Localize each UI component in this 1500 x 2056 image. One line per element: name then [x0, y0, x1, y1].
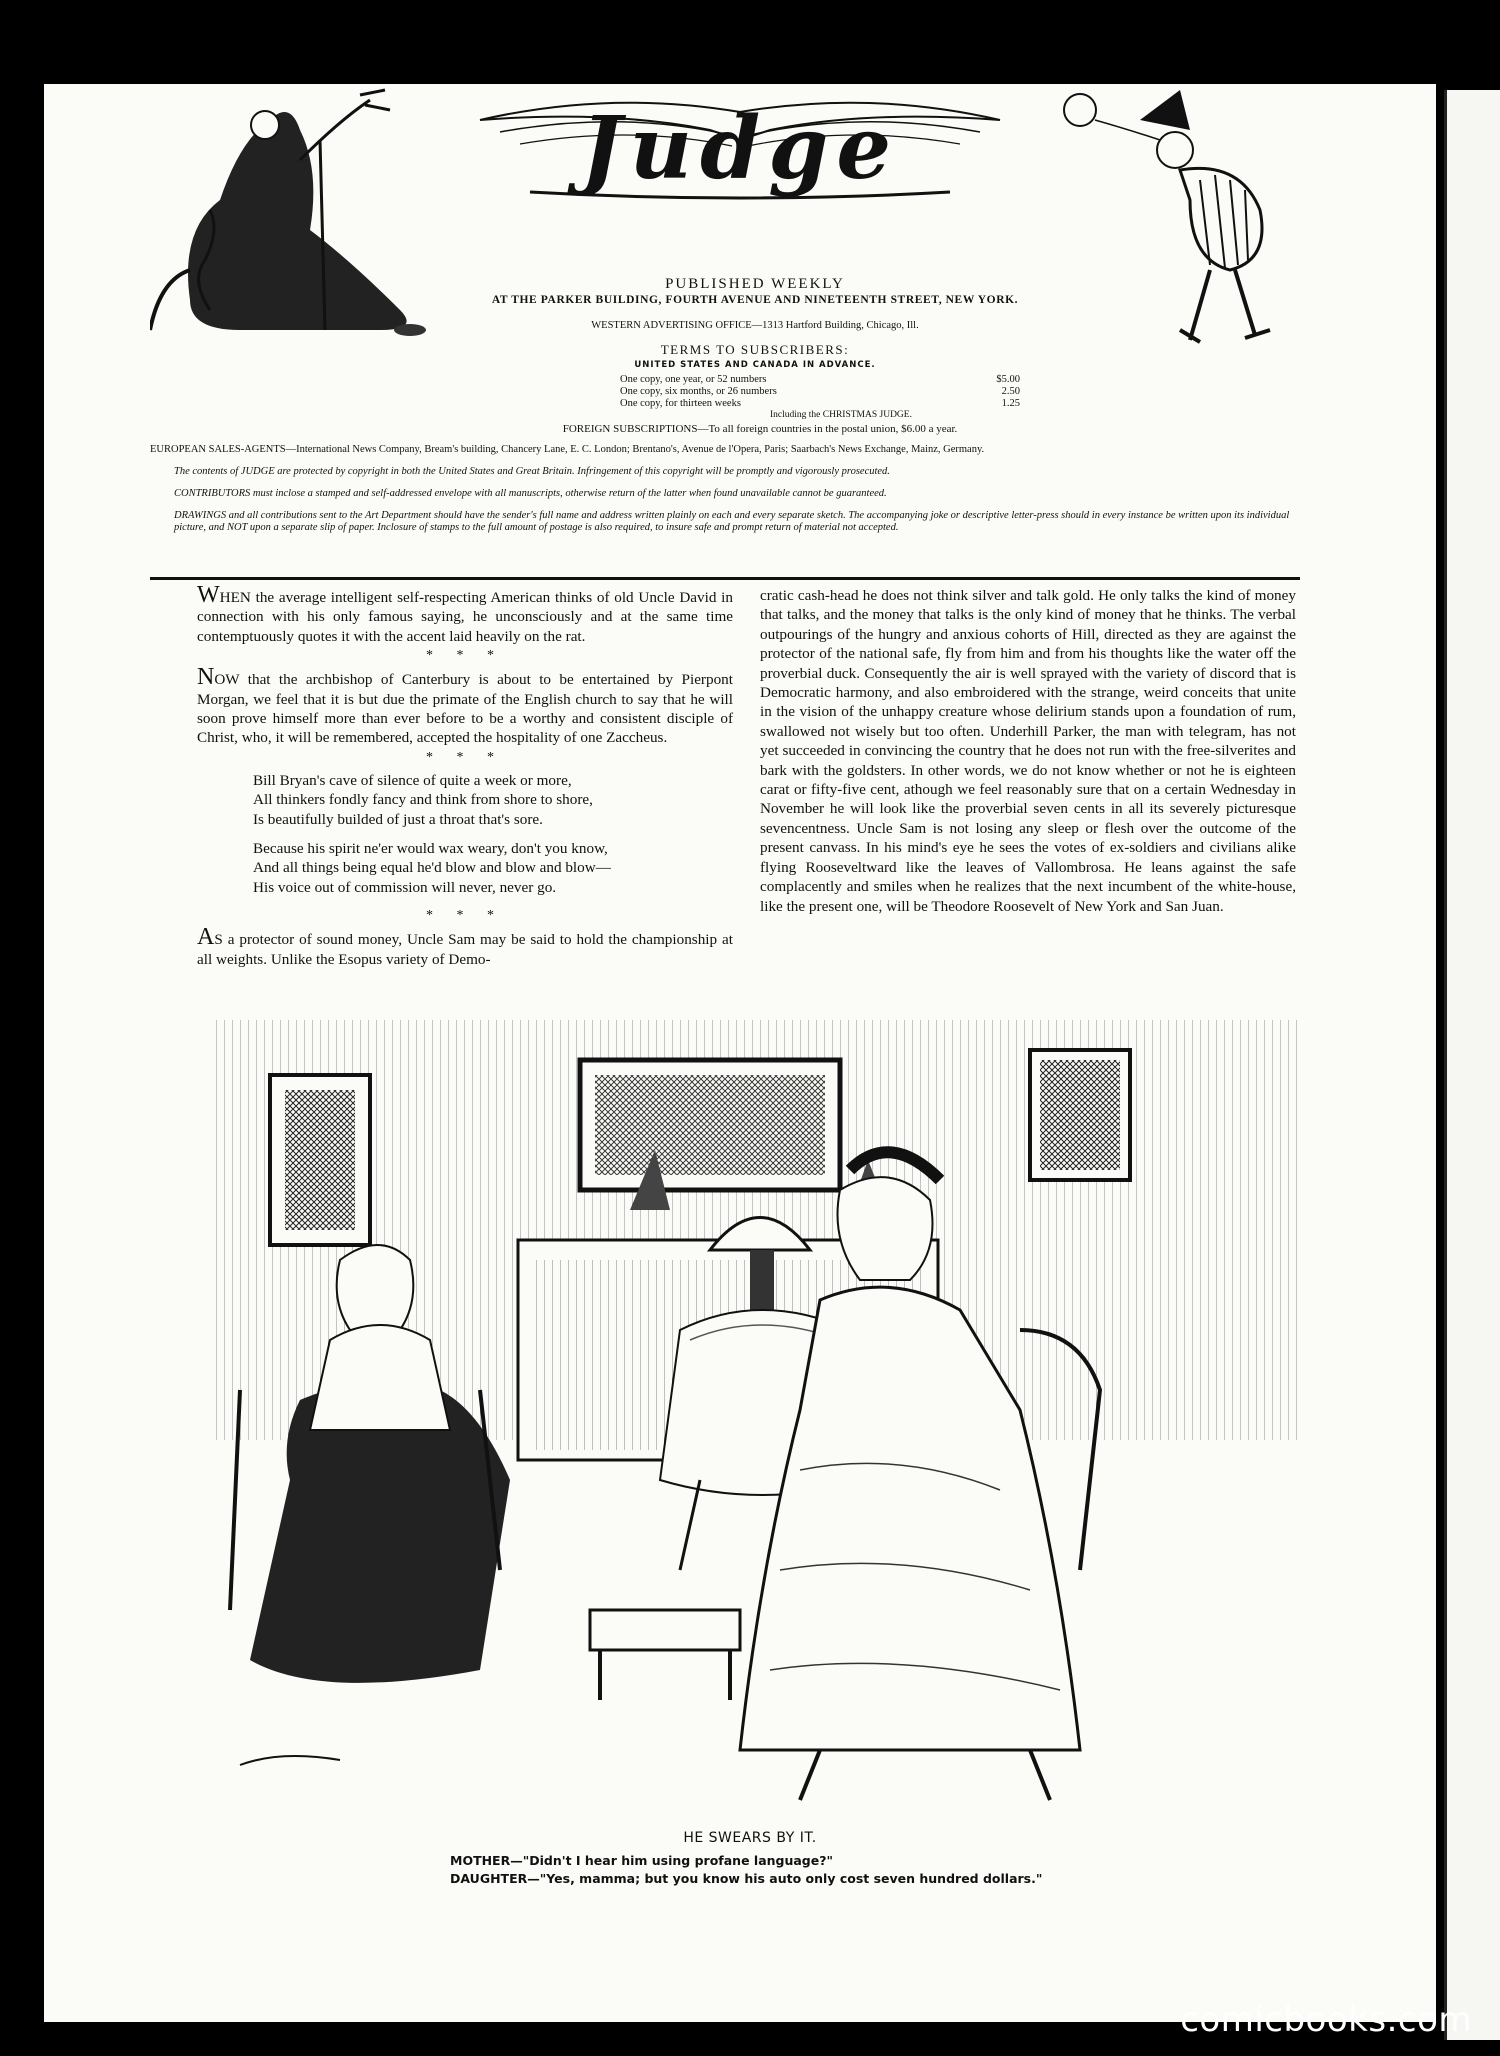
cartoon-caption-mother: MOTHER—"Didn't I hear him using profane language?" [450, 1853, 833, 1868]
drawings-notice: DRAWINGS and all contributions sent to the Art Department should have the sender's full name and address written plainly on each and every separate sketch. The accompanying joke or descriptive letter-press should in every instance be written upon its individual picture, and NOT upon a separate slip of paper. Inclosure of stamps to the full amount of postage is also required, to insure safe and prompt return of material not accepted. [174, 510, 1290, 533]
western-office: WESTERN ADVERTISING OFFICE—1313 Hartford Building, Chicago, Ill. [591, 320, 919, 331]
article-column-left [197, 582, 733, 969]
next-page-edge [1444, 90, 1500, 2040]
contributors-notice: CONTRIBUTORS must inclose a stamped and self-addressed envelope with all manuscripts, otherwise return of the latter when found unavailable cannot be guaranteed. [174, 488, 887, 499]
copyright-notice: The contents of JUDGE are protected by copyright in both the United States and Great Britain. Infringement of this copyright will be promptly and vigorously prosecuted. [174, 466, 890, 477]
cartoon-title: HE SWEARS BY IT. [683, 1830, 817, 1846]
right-masthead-jester-illustration [1040, 80, 1300, 350]
paragraph-uncle-david: WHEN the average intelligent self-respecting American thinks of old Uncle David in connection with his only famous saying, he unconsciously and at the same time contemptuously quotes it with the accent laid heavily on the rat. [197, 582, 733, 645]
logo-wordmark: Judge [580, 98, 900, 199]
notices [150, 444, 1300, 544]
publisher-address: AT THE PARKER BUILDING, FOURTH AVENUE AND NINETEENTH STREET, NEW YORK. [491, 294, 1019, 306]
paragraph-archbishop: NOW that the archbishop of Canterbury is about to be entertained by Pierpont Morgan, we feel that it is but due the primate of the English church to say that he will soon prove himself more than ever before to be a worthy and consistent disciple of Christ, who, it will be remembered, accepted the hospitality of one Zaccheus. [197, 664, 733, 747]
poem-stanza: Bill Bryan's cave of silence of quite a week or more, All thinkers fondly fancy and think from shore to shore, Is beautifully builded of just a throat that's sore. [253, 771, 593, 828]
published-weekly: PUBLISHED WEEKLY [665, 276, 845, 292]
masthead [150, 80, 1300, 440]
rate-row: One copy, for thirteen weeks 1.25 [620, 398, 1020, 409]
header-rule [150, 577, 1300, 580]
section-divider: * * * [426, 908, 504, 924]
rate-row: One copy, one year, or 52 numbers $5.00 [620, 374, 1020, 385]
subscription-rates [620, 374, 1020, 410]
judge-logo [470, 80, 1010, 210]
article-column-right [760, 586, 1296, 916]
rates-note: Including the CHRISTMAS JUDGE. [770, 410, 912, 420]
terms-title: TERMS TO SUBSCRIBERS: [660, 342, 850, 357]
foreign-subscriptions: FOREIGN SUBSCRIPTIONS—To all foreign countries in the postal union, $6.00 a year. [562, 423, 958, 435]
paragraph-continued: cratic cash-head he does not think silver and talk gold. He only talks the kind of money that talks, and the money that talks is the only kind of money that he thinks. The verbal outpourings of the hungry and anxious cohorts of Hill, directed as they are against the protector of the national safe, fly from him and from his thoughts like the water off the proverbial duck. Consequently the air is well sprayed with the variety of discord that is Democratic harmony, and also embroidered with the strange, weird conceits that unite in the vision of the unhappy creature whose delirium stands upon a foundation of rum, swallowed not wisely but too often. Underhill Parker, the man with telegram, has not yet succeeded in convincing the country that he does not run with the free-silverites and bark with the goldsters. In other words, we do not know whether or not he is eighteen carat or fifty-five cent, athough we feel reasonably sure that on a certain Wednesday in November he will look like the proverbial seven cents in all its severely picturesque sevencentness. Uncle Sam is not losing any sleep or flesh over the outcome of the present canvass. In his mind's eye he sees the votes of ex-soldiers and civilians alike flying Rooseveltward like the leaves of Vallombrosa. He leans against the safe complacently and smiles when he realizes that the next incumbent of the white-house, like the present one, will be Theodore Roosevelt of New York and San Juan. [760, 587, 1296, 915]
paragraph-sound-money: AS a protector of sound money, Uncle Sam may be said to hold the championship at all weights. Unlike the Esopus variety of Demo- [197, 924, 733, 968]
left-masthead-figure-illustration [150, 80, 480, 350]
poem [253, 771, 733, 897]
section-divider: * * * [426, 749, 504, 765]
terms-subtitle: UNITED STATES AND CANADA IN ADVANCE. [634, 360, 876, 370]
poem-stanza: Because his spirit ne'er would wax weary, don't you know, And all things being equal he'd blow and blow and blow— His voice out of commission will never, never go. [253, 840, 611, 896]
rate-row: One copy, six months, or 26 numbers 2.50 [620, 386, 1020, 397]
cartoon-illustration [200, 1010, 1310, 1828]
watermark: comicbooks.com [1180, 2000, 1472, 2040]
sales-agents-notice: EUROPEAN SALES-AGENTS—International News Company, Bream's building, Chancery Lane, E. C. London; Brentano's, Avenue de l'Opera, Paris; Saarbach's News Exchange, Mainz, Germany. [150, 444, 985, 455]
section-divider: * * * [426, 648, 504, 664]
cartoon-caption-daughter: DAUGHTER—"Yes, mamma; but you know his auto only cost seven hundred dollars." [450, 1871, 1043, 1886]
